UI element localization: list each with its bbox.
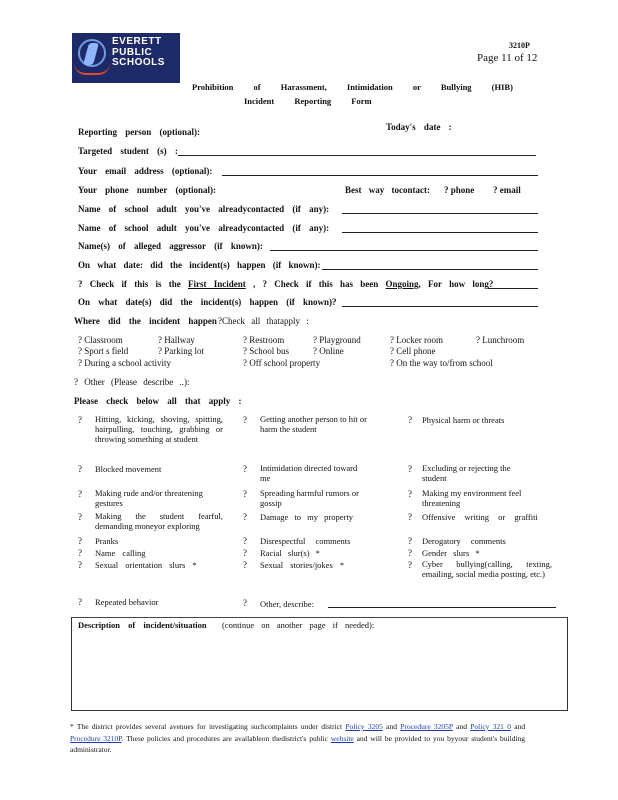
ongoing-emph: Ongoing — [385, 279, 419, 289]
where-online[interactable]: ? Online — [313, 346, 344, 356]
behavior-derogatory: Derogatory comments — [422, 536, 506, 546]
marker[interactable]: ? — [78, 597, 82, 607]
first-incident-text: ? Check if this is the — [78, 279, 181, 289]
behavior-excluding: Excluding or rejecting the student — [422, 463, 511, 483]
your-phone-label: Your phone number (optional): — [78, 185, 216, 195]
email-checkbox[interactable]: ? email — [493, 185, 521, 195]
behavior-blocked: Blocked movement — [95, 464, 162, 474]
your-email-field[interactable] — [222, 175, 538, 176]
form-subtitle: Incident Reporting Form — [244, 96, 372, 106]
behavior-environment: Making my environment feel threatening — [422, 488, 522, 508]
description-box[interactable] — [71, 617, 568, 711]
marker[interactable]: ? — [408, 489, 412, 499]
marker[interactable]: ? — [243, 512, 247, 522]
footnote-text: and — [386, 722, 397, 731]
footnote-text: and — [456, 722, 467, 731]
behavior-cyber: Cyber bullying(calling, texting, emailing, social media posting, etc.) — [422, 559, 552, 579]
page-number: Page 11 of 12 — [477, 52, 538, 64]
how-long-text: , For how long? — [418, 279, 494, 289]
marker[interactable]: ? — [243, 598, 247, 608]
where-other[interactable]: ? Other (Please describe ..): — [74, 377, 190, 387]
school-adult-field-1[interactable] — [342, 213, 538, 214]
behavior-other: Other, describe: — [260, 599, 314, 609]
district-logo — [72, 33, 180, 83]
marker[interactable]: ? — [78, 548, 82, 558]
targeted-student-label: Targeted student (s) : — [78, 146, 178, 156]
marker[interactable]: ? — [78, 536, 82, 546]
swoosh-icon — [74, 63, 110, 75]
behavior-hitting: Hitting, kicking, shoving, spitting, hairpulling, touching, grabbing or throwing something at student — [95, 414, 223, 444]
where-heading: Where did the incident happen — [74, 316, 217, 326]
website-link[interactable]: website — [330, 733, 354, 743]
behavior-damage: Damage to my property — [260, 512, 353, 522]
where-playground[interactable]: ? Playground — [313, 335, 361, 345]
behavior-fearful: Making the student fearful, demanding moneyor exploring — [95, 511, 223, 531]
marker[interactable]: ? — [408, 560, 412, 570]
where-restroom[interactable]: ? Restroom — [243, 335, 285, 345]
behavior-racial-slurs: Racial slur(s) * — [260, 548, 320, 558]
incident-dates-field[interactable] — [342, 306, 538, 307]
marker[interactable]: ? — [243, 536, 247, 546]
incident-date-field[interactable] — [322, 269, 538, 270]
todays-date-label: Today's date : — [386, 122, 452, 132]
marker[interactable]: ? — [408, 548, 412, 558]
where-school-activity[interactable]: ? During a school activity — [78, 358, 171, 368]
description-label: Description of incident/situation — [78, 620, 207, 630]
footnote-text: . These policies and procedures are availableon thedistrict's public — [121, 733, 328, 743]
ongoing-text: , ? Check if this has been — [253, 279, 379, 289]
marker[interactable]: ? — [78, 415, 82, 425]
school-adult-label-2: Name of school adult you've alreadycontacted (if any): — [78, 223, 330, 233]
behavior-graffiti: Offensive writing or graffiti — [422, 512, 538, 522]
procedure-3205p-link[interactable]: Procedure 3205P — [400, 722, 453, 731]
marker[interactable]: ? — [78, 512, 82, 522]
marker[interactable]: ? — [78, 464, 82, 474]
marker[interactable]: ? — [408, 415, 412, 425]
where-locker-room[interactable]: ? Locker room — [390, 335, 443, 345]
behavior-repeated: Repeated behavior — [95, 597, 159, 607]
behavior-gender-slurs: Gender slurs * — [422, 548, 480, 558]
targeted-student-field[interactable] — [178, 155, 536, 156]
footnote-text: and — [514, 722, 526, 731]
incident-date-label: On what date: did the incident(s) happen (if known): — [78, 260, 321, 270]
behavior-disrespectful: Disrespectful comments — [260, 536, 351, 546]
description-hint: (continue on another page if needed): — [222, 620, 375, 630]
logo-text: EVERETT PUBLIC SCHOOLS — [112, 36, 165, 68]
check-all-note: ?Check all thatapply : — [218, 316, 309, 326]
footnote-text: * The district provides several avenues for investigating suchcomplaints under district — [70, 722, 343, 731]
first-incident-checkbox[interactable] — [78, 279, 493, 289]
marker[interactable]: ? — [243, 415, 247, 425]
where-parking-lot[interactable]: ? Parking lot — [158, 346, 204, 356]
behavior-name-calling: Name calling — [95, 548, 146, 558]
form-code: 3210P — [509, 41, 530, 50]
behavior-other-field[interactable] — [328, 607, 556, 608]
where-cell-phone[interactable]: ? Cell phone — [390, 346, 436, 356]
policy-3210-link[interactable]: Policy 321 0 — [470, 722, 511, 731]
where-classroom[interactable]: ? Classroom — [78, 335, 123, 345]
best-way-label: Best way tocontact: — [345, 185, 430, 195]
behavior-rumors: Spreading harmful rumors or gossip — [260, 488, 359, 508]
behaviors-heading: Please check below all that apply : — [74, 396, 242, 406]
how-long-field[interactable] — [488, 288, 538, 289]
marker[interactable]: ? — [408, 512, 412, 522]
marker[interactable]: ? — [243, 464, 247, 474]
school-adult-label-1: Name of school adult you've alreadycontacted (if any): — [78, 204, 330, 214]
where-hallway[interactable]: ? Hallway — [158, 335, 195, 345]
behavior-sexual-jokes: Sexual stories/jokes * — [260, 560, 345, 570]
policy-3205-link[interactable]: Policy 3205 — [345, 722, 383, 731]
where-sports-field[interactable]: ? Sport s field — [78, 346, 129, 356]
behavior-getting-another: Getting another person to hit or harm the student — [260, 414, 367, 434]
procedure-3210p-link[interactable]: Procedure 3210P — [70, 733, 122, 743]
marker[interactable]: ? — [408, 464, 412, 474]
footnote-text: and will be provided to you byyour student's building administrator. — [70, 733, 526, 754]
marker[interactable]: ? — [78, 560, 82, 570]
where-school-bus[interactable]: ? School bus — [243, 346, 289, 356]
phone-checkbox[interactable]: ? phone — [444, 185, 475, 195]
reporting-person-label: Reporting person (optional): — [78, 127, 200, 137]
marker[interactable]: ? — [243, 489, 247, 499]
marker[interactable]: ? — [243, 548, 247, 558]
your-email-label: Your email address (optional): — [78, 166, 213, 176]
marker[interactable]: ? — [243, 560, 247, 570]
aggressor-label: Name(s) of alleged aggressor (if known): — [78, 241, 263, 251]
behavior-intimidation: Intimidation directed toward me — [260, 463, 358, 483]
marker[interactable]: ? — [408, 536, 412, 546]
form-title: Prohibition of Harassment, Intimidation or Bullying (HIB) — [192, 82, 513, 92]
where-lunchroom[interactable]: ? Lunchroom — [476, 335, 525, 345]
footnote — [70, 721, 525, 756]
behavior-physical-harm: Physical harm or threats — [422, 415, 505, 425]
behavior-gestures: Making rude and/or threatening gestures — [95, 488, 203, 508]
school-adult-field-2[interactable] — [342, 232, 538, 233]
first-incident-emph: First Incident — [188, 279, 246, 289]
marker[interactable]: ? — [78, 489, 82, 499]
behavior-pranks: Pranks — [95, 536, 119, 546]
where-off-property[interactable]: ? Off school property — [243, 358, 321, 368]
behavior-sexual-slurs: Sexual orientation slurs * — [95, 560, 197, 570]
aggressor-field[interactable] — [270, 250, 538, 251]
where-way-to-school[interactable]: ? On the way to/from school — [390, 358, 493, 368]
incident-dates-label: On what date(s) did the incident(s) happen (if known)? — [78, 297, 337, 307]
